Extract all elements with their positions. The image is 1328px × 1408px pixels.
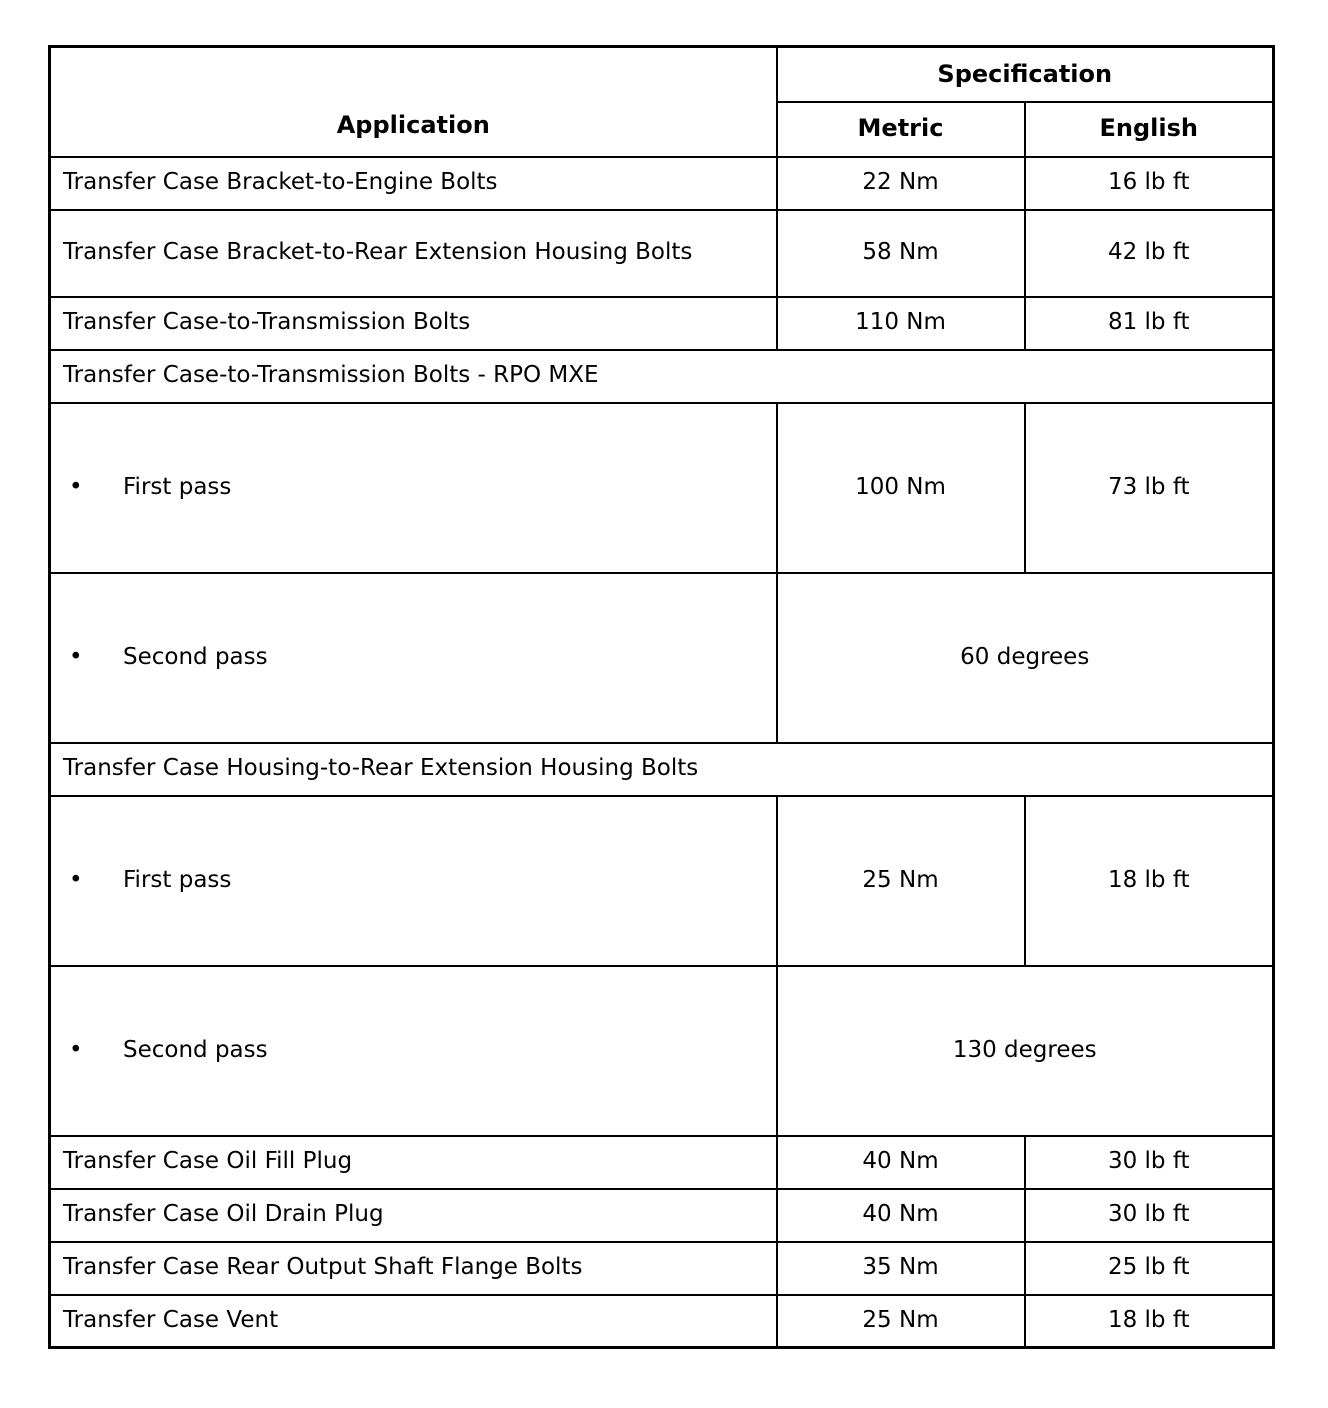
section-cell: Transfer Case-to-Transmission Bolts - RPO MXE [50, 350, 1274, 403]
table-header-row-1 [50, 47, 1274, 102]
merged-value-cell: 130 degrees [777, 966, 1274, 1136]
table-row [50, 573, 1274, 743]
table-row [50, 1189, 1274, 1242]
merged-value-cell: 60 degrees [777, 573, 1274, 743]
table-row [50, 796, 1274, 966]
table-row-section [50, 350, 1274, 403]
section-cell: Transfer Case Housing-to-Rear Extension Housing Bolts [50, 743, 1274, 796]
metric-cell: 110 Nm [777, 297, 1025, 350]
bullet-icon: • [69, 643, 83, 670]
application-cell: Transfer Case Rear Output Shaft Flange Bolts [50, 1242, 777, 1295]
table-row-section [50, 743, 1274, 796]
english-cell: 42 lb ft [1025, 210, 1274, 297]
bullet-icon: • [69, 866, 83, 893]
table-row [50, 297, 1274, 350]
english-cell: 25 lb ft [1025, 1242, 1274, 1295]
table-row [50, 210, 1274, 297]
application-cell: Transfer Case-to-Transmission Bolts [50, 297, 777, 350]
application-cell: Transfer Case Oil Fill Plug [50, 1136, 777, 1189]
english-cell: 30 lb ft [1025, 1136, 1274, 1189]
header-specification: Specification [777, 47, 1274, 102]
english-cell: 73 lb ft [1025, 403, 1274, 573]
application-cell [50, 573, 777, 743]
application-cell [50, 966, 777, 1136]
bullet-label: First pass [123, 866, 232, 893]
english-cell: 18 lb ft [1025, 796, 1274, 966]
application-cell: Transfer Case Bracket-to-Rear Extension Housing Bolts [50, 210, 777, 297]
bullet-icon: • [69, 1036, 83, 1063]
english-cell: 18 lb ft [1025, 1295, 1274, 1348]
table-row [50, 1136, 1274, 1189]
table-row [50, 1295, 1274, 1348]
bullet-icon: • [69, 473, 83, 500]
english-cell: 16 lb ft [1025, 157, 1274, 210]
metric-cell: 25 Nm [777, 796, 1025, 966]
metric-cell: 40 Nm [777, 1189, 1025, 1242]
metric-cell: 58 Nm [777, 210, 1025, 297]
bullet-label: Second pass [123, 643, 268, 670]
metric-cell: 22 Nm [777, 157, 1025, 210]
bullet-label: Second pass [123, 1036, 268, 1063]
table-row [50, 966, 1274, 1136]
torque-spec-table [48, 45, 1275, 1349]
header-application: Application [50, 47, 777, 157]
table-row [50, 403, 1274, 573]
metric-cell: 35 Nm [777, 1242, 1025, 1295]
header-metric: Metric [777, 102, 1025, 157]
header-english: English [1025, 102, 1274, 157]
english-cell: 30 lb ft [1025, 1189, 1274, 1242]
english-cell: 81 lb ft [1025, 297, 1274, 350]
application-cell [50, 796, 777, 966]
metric-cell: 100 Nm [777, 403, 1025, 573]
application-cell: Transfer Case Bracket-to-Engine Bolts [50, 157, 777, 210]
application-cell [50, 403, 777, 573]
bullet-label: First pass [123, 473, 232, 500]
application-cell: Transfer Case Vent [50, 1295, 777, 1348]
table-row [50, 157, 1274, 210]
metric-cell: 25 Nm [777, 1295, 1025, 1348]
application-cell: Transfer Case Oil Drain Plug [50, 1189, 777, 1242]
table-row [50, 1242, 1274, 1295]
metric-cell: 40 Nm [777, 1136, 1025, 1189]
